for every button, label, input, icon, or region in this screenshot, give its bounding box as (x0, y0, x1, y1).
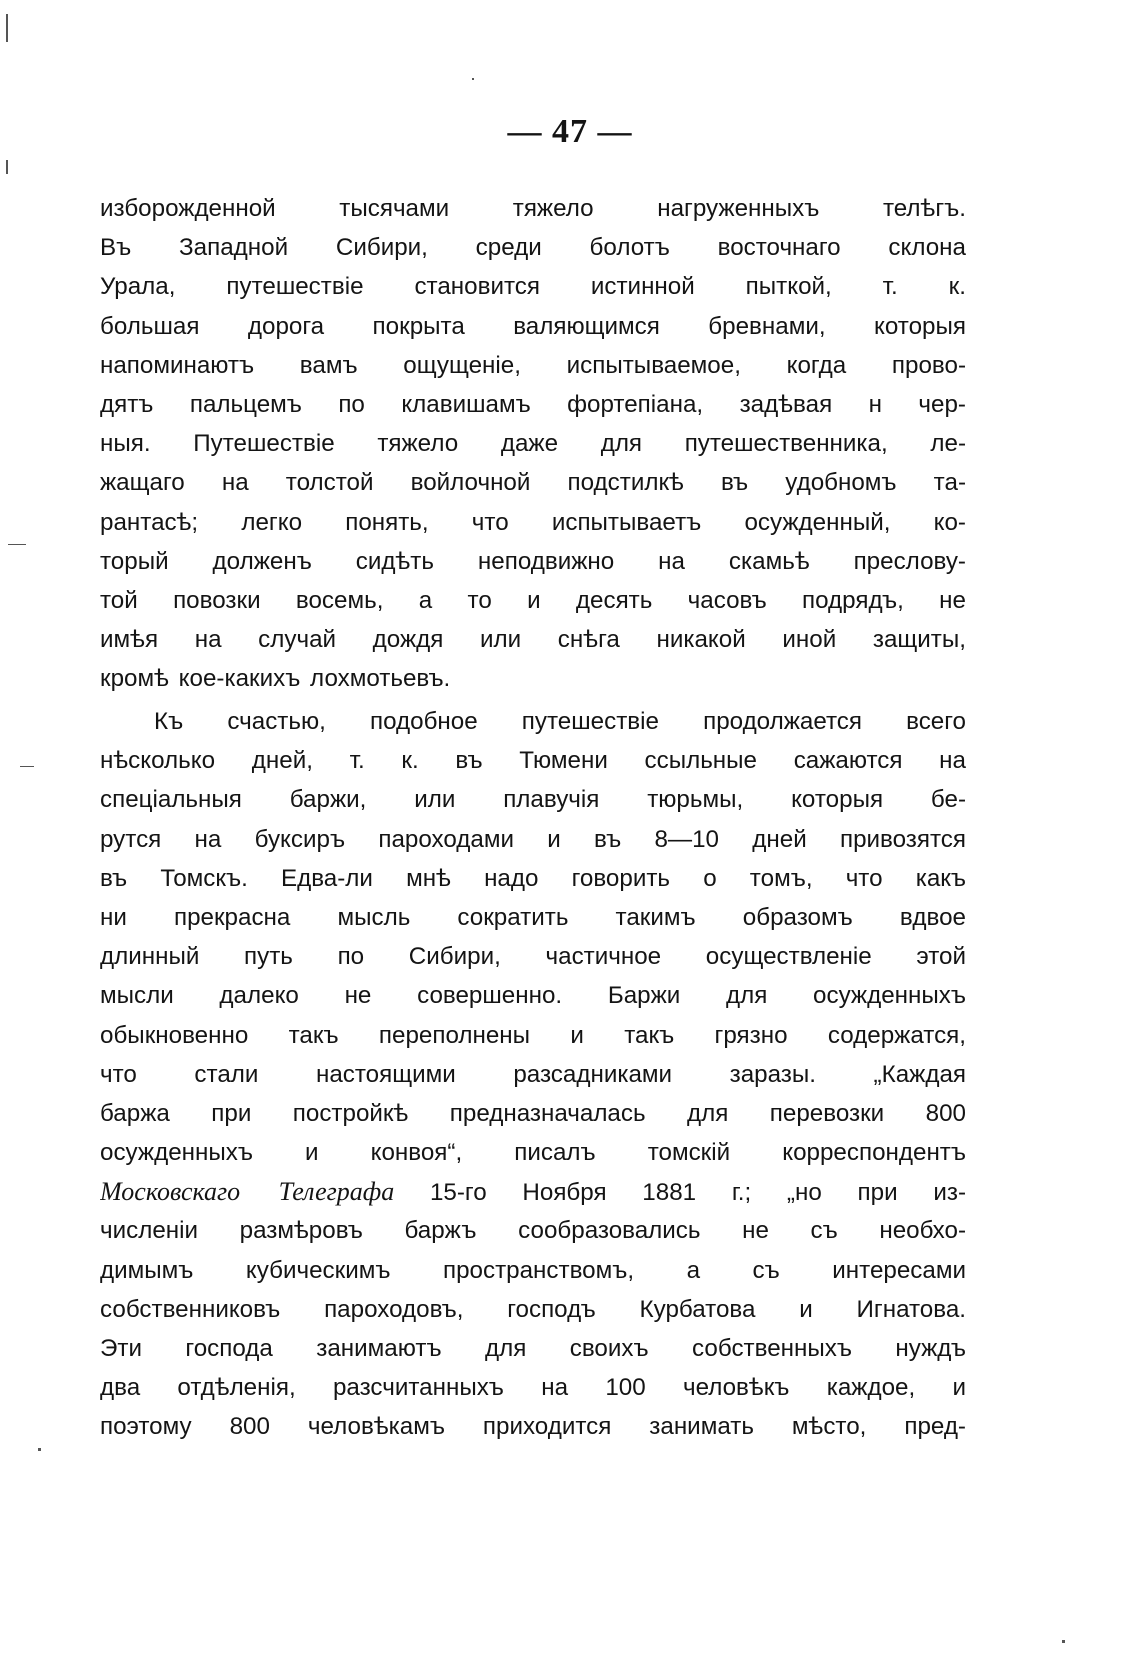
text-line: изборожденной тысячами тяжело нагруженныхъ телѣгъ. (100, 195, 966, 222)
text-line: большая дорога покрыта валяющимся бревнами, которыя (100, 312, 966, 340)
text-line: Къ счастью, подобное путешествіе продолжается всего (154, 708, 966, 735)
text-line: Урала, путешествіе становится истинной пыткой, т. к. (100, 273, 966, 301)
text-line: дятъ пальцемъ по клавишамъ фортепіана, задѣвая н чер- (100, 390, 966, 418)
text-line: поэтому 800 человѣкамъ приходится занимать мѣсто, пред- (100, 1413, 966, 1441)
text-line: собственниковъ пароходовъ, господъ Курбатова и Игнатова. (100, 1295, 966, 1323)
text-line: баржа при постройкѣ предназначалась для перевозки 800 (100, 1099, 966, 1127)
text-line: что стали настоящими разсадниками заразы. „Каждая (100, 1060, 966, 1088)
text-line: кромѣ кое-какихъ лохмотьевъ. (100, 665, 451, 693)
text-line: спеціальныя баржи, или плавучія тюрьмы, которыя бе- (100, 786, 966, 814)
text-line: обыкновенно такъ переполнены и такъ грязно содержатся, (100, 1021, 966, 1049)
text-line: Эти господа занимаютъ для своихъ собственныхъ нуждъ (100, 1335, 966, 1362)
text-line: нѣсколько дней, т. к. въ Тюмени ссыльные сажаются на (100, 747, 966, 775)
text-line: рантасѣ; легко понять, что испытываетъ осужденный, ко- (100, 508, 966, 536)
text-line: жащаго на толстой войлочной подстилкѣ въ удобномъ та- (100, 469, 966, 497)
text-line: ни прекрасна мысль сократить такимъ образомъ вдвое (100, 903, 966, 931)
paragraph-1 (100, 189, 966, 698)
text-line: Въ Западной Сибири, среди болотъ восточнаго склона (100, 234, 966, 262)
text-line: численіи размѣровъ баржъ сообразовались не съ необхо- (100, 1217, 966, 1245)
text-line: димымъ кубическимъ пространствомъ, а съ интересами (100, 1256, 966, 1284)
text-line-with-source (100, 1172, 966, 1211)
newspaper-title: Московскаго Телеграфа (100, 1177, 395, 1207)
text-line: осужденныхъ и конвоя“, писалъ томскій корреспондентъ (100, 1139, 966, 1167)
text-line: имѣя на случай дождя или снѣга никакой иной защиты, (100, 626, 966, 654)
text-segment: 15-го Ноября 1881 г.; „но при из- (394, 1179, 966, 1207)
paragraph-2 (100, 702, 966, 1447)
text-line: торый долженъ сидѣть неподвижно на скамьѣ преслову- (100, 547, 966, 575)
text-line: въ Томскъ. Едва-ли мнѣ надо говорить о томъ, что какъ (100, 864, 966, 892)
text-line: рутся на буксиръ пароходами и въ 8—10 дней привозятся (100, 825, 966, 853)
text-line: мысли далеко не совершенно. Баржи для осужденныхъ (100, 982, 966, 1010)
text-line: два отдѣленія, разсчитанныхъ на 100 человѣкъ каждое, и (100, 1374, 966, 1402)
page-number: — 47 — (507, 113, 633, 150)
text-line: ныя. Путешествіе тяжело даже для путешественника, ле- (100, 430, 966, 458)
text-line: той повозки восемь, а то и десять часовъ подрядъ, не (100, 586, 966, 614)
text-line: напоминаютъ вамъ ощущеніе, испытываемое, когда прово- (100, 351, 966, 379)
text-line: длинный путь по Сибири, частичное осуществленіе этой (100, 943, 966, 971)
